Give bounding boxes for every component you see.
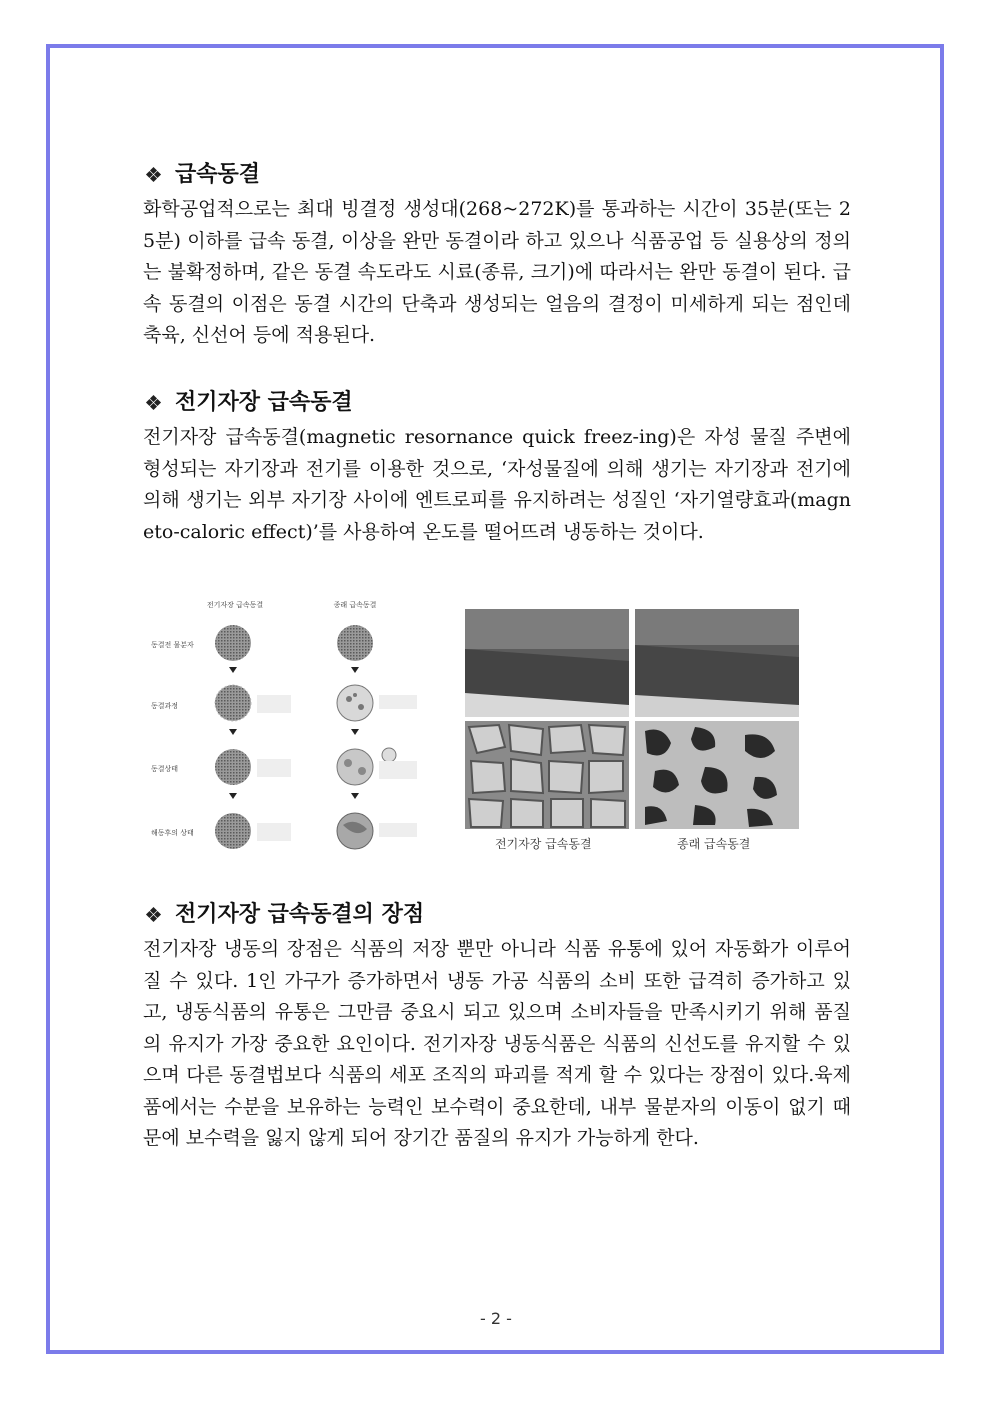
- section-body: 전기자장 급속동결(magnetic resornance quick freez-ing)은 자성 물질 주변에 형성되는 자기장과 전기를 이용한 것으로, ‘자성물질에 의해 생기는 자기장과 전기에 의해 생기는 외부 자기장 사이에 엔트로피를 유지하려는 성질인 ‘자기열량효과(magneto-caloric effect)’를 사용하여 온도를 떨어뜨려 냉동하는 것이다.: [143, 426, 851, 543]
- section-body: 화학공업적으로는 최대 빙결정 생성대(268~272K)를 통과하는 시간이 35분(또는 25분) 이하를 급속 동결, 이상을 완만 동결이라 하고 있으나 식품공업 등 실용상의 정의는 불확정하며, 같은 동결 속도라도 시료(종류, 크기)에 따라서는 완만 동결이 된다. 급속 동결의 이점은 동결 시간의 단축과 생성되는 얼음의 결정이 미세하게 되는 점인데 축육, 신선어 등에 적용된다.: [143, 198, 851, 346]
- freezing-process-diagram: [143, 595, 443, 857]
- photo-caption-conventional: 종래 급속동결: [677, 837, 751, 851]
- section-heading-text: 전기자장 급속동결의 장점: [175, 902, 425, 927]
- section-magnetic-advantages: [143, 900, 851, 1155]
- diagram-col-right-label: 종래 급속동결: [333, 601, 377, 609]
- left-column-circles: [215, 625, 291, 849]
- cell-tissue-photo-conventional: [635, 721, 799, 829]
- photo-caption-magnetic: 전기자장 급속동결: [495, 837, 592, 851]
- diamond-bullet-icon: [147, 396, 161, 410]
- frozen-meat-photo-conventional: [635, 609, 799, 717]
- diamond-bullet-icon: [147, 908, 161, 922]
- diagram-row-label: 동결과정: [151, 702, 179, 710]
- right-column-circles: [337, 625, 417, 849]
- diagram-col-left-label: 전기자장 급속동결: [206, 601, 264, 609]
- section-magnetic-quick-freezing: [143, 388, 851, 548]
- section-heading: [143, 160, 851, 190]
- diagram-row-label: 동결상태: [151, 765, 179, 773]
- photo-comparison: [465, 609, 799, 857]
- section-heading: [143, 900, 851, 930]
- section-body: 전기자장 냉동의 장점은 식품의 저장 뿐만 아니라 식품 유통에 있어 자동화가 이루어 질 수 있다. 1인 가구가 증가하면서 냉동 가공 식품의 소비 또한 급격히 증가하고 있고, 냉동식품의 유통은 그만큼 중요시 되고 있으며 소비자들을 만족시키기 위해 품질의 유지가 가장 중요한 요인이다. 전기자장 냉동식품은 식품의 신선도를 유지할 수 있으며 다른 동결법보다 식품의 세포 조직의 파괴를 적게 할 수 있다는 장점이 있다.육제품에서는 수분을 보유하는 능력인 보수력이 중요한데, 내부 물분자의 이동이 없기 때문에 보수력을 잃지 않게 되어 장기간 품질의 유지가 가능하게 한다.: [143, 938, 851, 1149]
- section-heading-text: 급속동결: [175, 162, 261, 187]
- diagram-row-label: 동결전 물분자: [151, 641, 194, 649]
- freezing-comparison-figure: [143, 595, 803, 860]
- diagram-row-label: 해동후의 상태: [151, 829, 194, 837]
- section-heading-text: 전기자장 급속동결: [175, 390, 353, 415]
- page-number: - 2 -: [480, 1309, 512, 1328]
- section-quick-freezing: [143, 160, 851, 352]
- frozen-meat-photo-magnetic: [465, 609, 629, 717]
- section-heading: [143, 388, 851, 418]
- diamond-bullet-icon: [147, 168, 161, 182]
- cell-tissue-photo-magnetic: [465, 721, 629, 829]
